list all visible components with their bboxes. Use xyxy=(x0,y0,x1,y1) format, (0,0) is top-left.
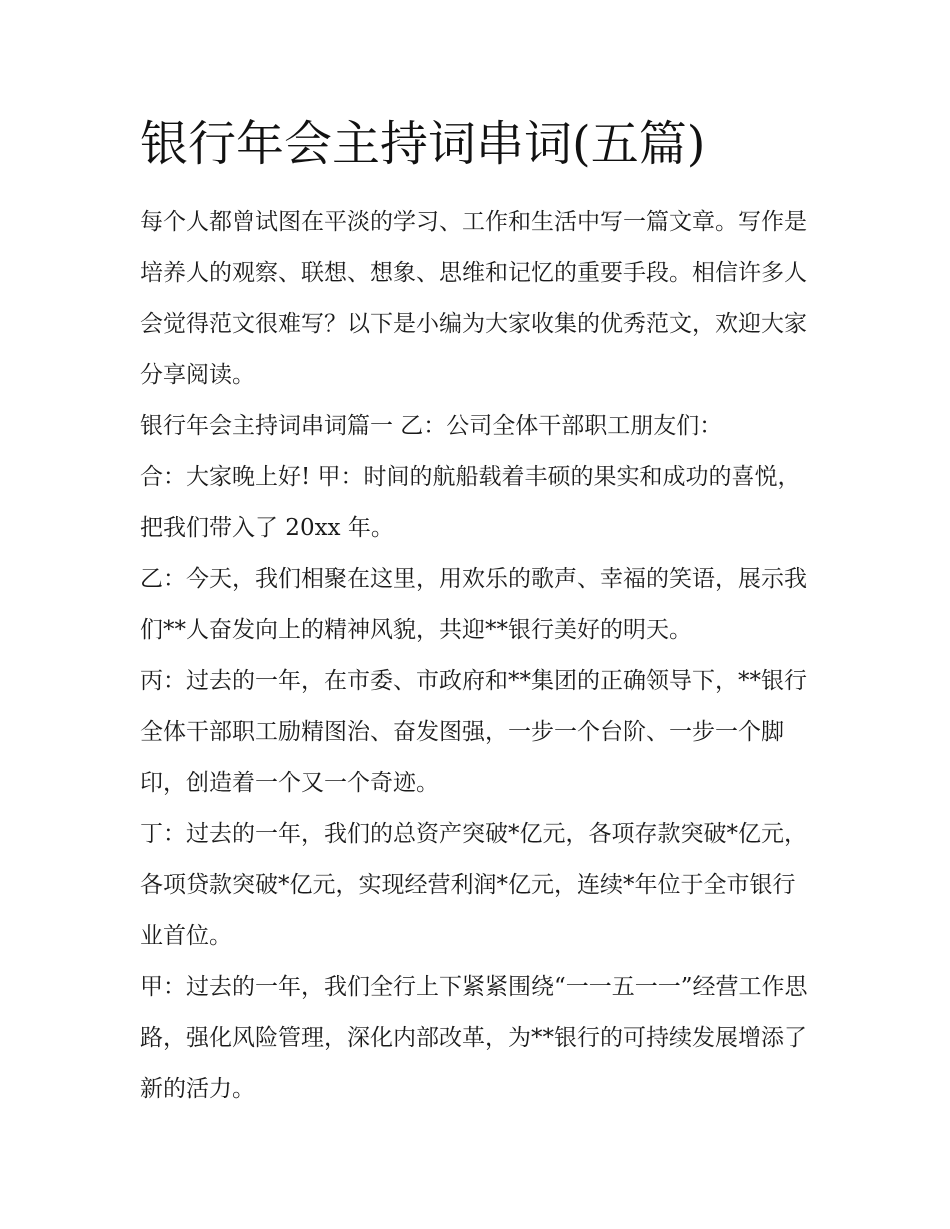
paragraph-yi: 乙：今天，我们相聚在这里，用欢乐的歌声、幸福的笑语，展示我们**人奋发向上的精神风貌，共迎**银行美好的明天。 xyxy=(140,566,807,643)
document-body xyxy=(140,197,810,1115)
paragraph-greeting: 合：大家晚上好! 甲：时间的航船载着丰硕的果实和成功的喜悦，把我们带入了 20xx 年。 xyxy=(140,464,801,541)
paragraph-intro: 每个人都曾试图在平淡的学习、工作和生活中写一篇文章。写作是培养人的观察、联想、想象、思维和记忆的重要手段。相信许多人会觉得范文很难写？以下是小编为大家收集的优秀范文，欢迎大家分享阅读。 xyxy=(140,209,807,388)
document-title: 银行年会主持词串词(五篇) xyxy=(140,116,706,172)
paragraph-jia: 甲：过去的一年，我们全行上下紧紧围绕“一一五一一”经营工作思路，强化风险管理，深化内部改革，为**银行的可持续发展增添了新的活力。 xyxy=(140,974,808,1102)
paragraph-opening: 银行年会主持词串词篇一 乙：公司全体干部职工朋友们： xyxy=(140,413,723,439)
paragraph-ding: 丁：过去的一年，我们的总资产突破*亿元，各项存款突破*亿元，各项贷款突破*亿元，实现经营利润*亿元，连续*年位于全市银行业首位。 xyxy=(140,821,807,949)
paragraph-bing: 丙：过去的一年，在市委、市政府和**集团的正确领导下，**银行全体干部职工励精图治、奋发图强，一步一个台阶、一步一个脚印，创造着一个又一个奇迹。 xyxy=(140,668,807,796)
